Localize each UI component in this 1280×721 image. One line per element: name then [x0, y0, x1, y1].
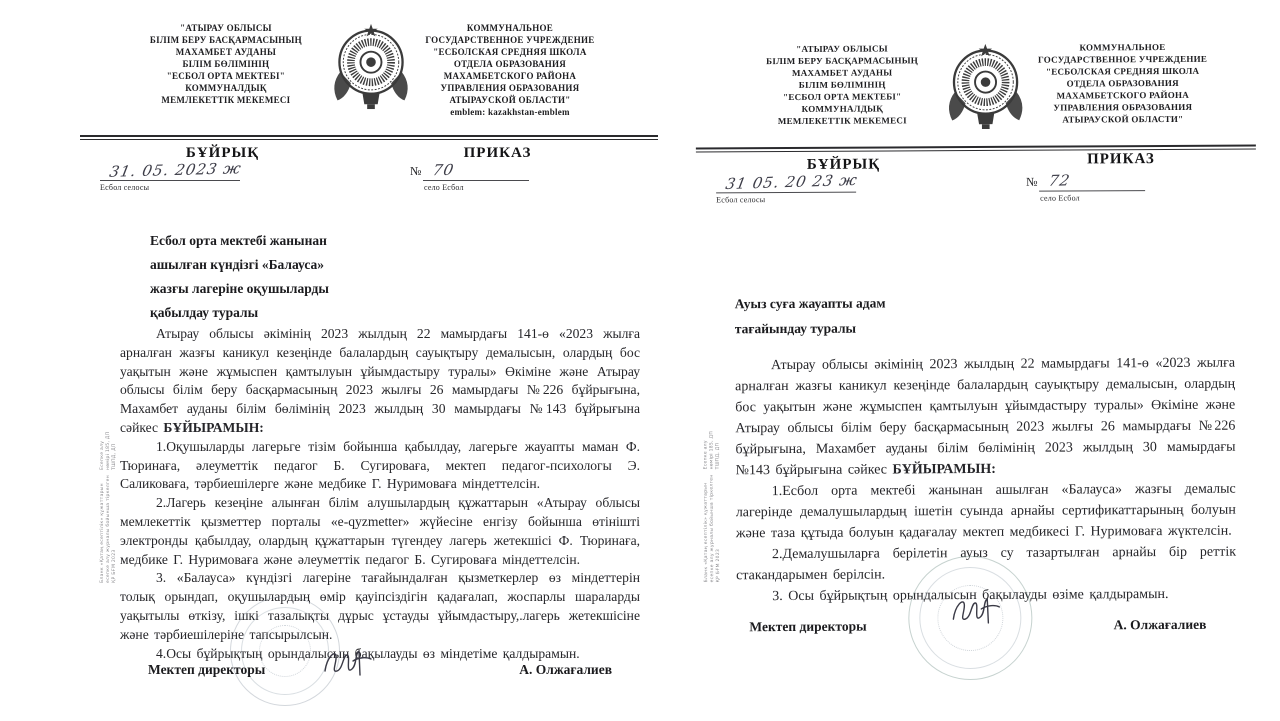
- order-body: [120, 325, 640, 663]
- org-name-line: МАХАМБЕТСКОГО РАЙОНА: [443, 71, 577, 81]
- signature-name: А. Олжағалиев: [1113, 616, 1207, 633]
- director-signature: [946, 592, 1008, 630]
- org-name-russian: [416, 22, 604, 118]
- signature-title: Мектеп директоры: [749, 618, 867, 635]
- org-name-line: БІЛІМ БЕРУ БАСҚАРМАСЫНЫҢ: [766, 55, 919, 67]
- body-paragraph: 3. Осы бұйрықтың орындалысын бақылауды өзіме қалдырамын.: [772, 587, 1169, 605]
- edge-microtext: [703, 424, 722, 582]
- org-name-line: МАХАМБЕТ АУДАНЫ: [175, 47, 277, 57]
- handwritten-date: 31. 05. 2023 ж: [107, 159, 244, 181]
- org-name-line: "АТЫРАУ ОБЛЫСЫ: [796, 43, 888, 54]
- org-name-line: ГОСУДАРСТВЕННОЕ УЧРЕЖДЕНИЕ: [425, 35, 595, 45]
- org-name-line: "ЕСБОЛ ОРТА МЕКТЕБІ": [166, 71, 286, 81]
- date-block: [100, 161, 250, 192]
- org-name-line: emblem: kazakhstan-emblem: [450, 107, 570, 117]
- place-label-kk: Есбол селосы: [716, 195, 766, 205]
- org-name-line: УПРАВЛЕНИЯ ОБРАЗОВАНИЯ: [1053, 101, 1193, 113]
- director-signature: [318, 644, 380, 682]
- subject-line: қабылдау туралы: [150, 305, 259, 320]
- org-name-line: МЕМЛЕКЕТТІК МЕКЕМЕСІ: [777, 115, 907, 127]
- org-name-line: БІЛІМ БӨЛІМІНІҢ: [182, 59, 270, 69]
- org-name-kazakh: [743, 42, 941, 127]
- microtext-line: Есепке алу нөмірі 185, ДП ТШПД, ДП: [100, 431, 117, 470]
- order-document-70: [80, 0, 658, 720]
- org-name-line: КОММУНАЛДЫҚ: [185, 83, 267, 93]
- header-divider: [80, 135, 658, 140]
- handwritten-number: 70: [431, 160, 457, 180]
- order-title-kk: БҰЙРЫҚ: [806, 156, 881, 173]
- org-name-line: МАХАМБЕТСКОГО РАЙОНА: [1056, 89, 1189, 101]
- org-name-line: "ЕСБОЛСКАЯ СРЕДНЯЯ ШКОЛА: [433, 47, 587, 57]
- org-name-line: КОММУНАЛЬНОЕ: [466, 23, 553, 33]
- letterhead: [126, 22, 604, 118]
- handwritten-date: 31 05. 20 23 ж: [724, 170, 860, 194]
- body-paragraph: Атырау облысы әкімінің 2023 жылдың 22 мамырдағы 141-ө «2023 жылға арналған жазғы каникул кезеңінде балалардың сауықтыру демалысын, олардың бос уақытын және жұмыспен қамтылуын ұйымдастыру туралы» Өкіміне және Атырау облысы білім беру басқармасының 2023 жылғы 26 мамырдағы №226 бұйрығына, Махамбет ауданы білім бөлімінің 2023 жылдың 30 мамырдағы №143 бұйрығына сәйкес БҰЙЫРАМЫН:: [735, 355, 1236, 479]
- body-paragraph: 1.Оқушыларды лагерьге тізім бойынша қабылдау, лагерьге жауапты маман Ф. Тюринаға, әлеуметтік педагог Б. Сугироваға, мектеп педагог-психологы Э. Саликоваға, тәрбиешілерге және медбике Г. Нуримоваға міндеттелсін.: [120, 438, 640, 492]
- org-name-line: КОММУНАЛДЫҚ: [801, 103, 884, 114]
- order-document-72: [695, 0, 1259, 721]
- microtext-line: Бланк «Қатаң есептілік» құжаттарын есепке алу журналы бойынша тіркелген ҚР БҒМ 2023: [703, 474, 722, 583]
- body-paragraph: Атырау облысы әкімінің 2023 жылдың 22 мамырдағы 141-ө «2023 жылға арналған жазғы каникул кезеңінде балалардың сауықтыру демалысын, олардың бос уақытын және жұмыспен қамтылуын ұйымдастыру туралы» Өкіміне және Атырау облысы білім беру басқармасының 2023 жылғы 26 мамырдағы №226 бұйрығына, Махамбет ауданы білім бөлімінің 2023 жылдың 30 мамырдағы №143 бұйрығына сәйкес БҰЙЫРАМЫН:: [120, 326, 640, 435]
- place-label-kk: Есбол селосы: [100, 183, 150, 192]
- subject-line: Ауыз суға жауапты адам: [734, 295, 886, 312]
- order-subject: [735, 289, 1257, 342]
- org-name-russian: [1030, 41, 1216, 126]
- org-name-line: "ЕСБОЛСКАЯ СРЕДНЯЯ ШКОЛА: [1045, 65, 1200, 77]
- body-paragraph: 2.Лагерь кезеңіне алынған білім алушылардың құжаттарын «Атырау облысы мемлекеттік қызметтер порталы «e-qyzmetter» жүйесіне енгізу бойынша өтінішті электронды қабылдау, олардың құжаттарын түгендеу лагерь жетекшісі Ф. Тюринаға, медбике Г. Нуримоваға және әлеуметтік педагог Б. Сугироваға міндеттелсін.: [120, 495, 640, 567]
- body-paragraph: 4.Осы бұйрықтың орындалысын бақылауды өз міндетіме қалдырамын.: [156, 645, 580, 661]
- microtext-line: Есепке алу нөмірі 185, ДП ТШПД, ДП: [703, 430, 721, 469]
- org-name-line: "ЕСБОЛ ОРТА МЕКТЕБІ": [783, 91, 902, 103]
- body-paragraph: 1.Есбол орта мектебі жанынан ашылған «Балауса» жазғы демалыс лагерінде демалушылардың ішетін суында арнайы сертификаттарының болуын және таза құтыда болуын қадағалау мектеп медбикесі Г. Нуримоваға жүктелсін.: [735, 481, 1236, 542]
- org-name-kazakh: [126, 22, 326, 106]
- signature-name: А. Олжағалиев: [519, 662, 612, 677]
- kazakhstan-emblem-icon: [941, 42, 1029, 130]
- order-title-ru: ПРИКАЗ: [1087, 151, 1155, 168]
- handwritten-number: 72: [1047, 171, 1073, 190]
- edge-microtext: [100, 425, 118, 583]
- subject-line: Есбол орта мектебі жанынан: [150, 233, 327, 248]
- order-title-kk: БҰЙРЫҚ: [185, 145, 260, 161]
- body-paragraph: 2.Демалушыларға берілетін ауыз су тазартылған арнайы бір реттік стакандарымен берілсін.: [736, 544, 1237, 584]
- number-sign: №: [1026, 174, 1038, 189]
- emblem-box: [326, 22, 416, 110]
- signature-title: Мектеп директоры: [148, 662, 266, 677]
- org-name-line: УПРАВЛЕНИЯ ОБРАЗОВАНИЯ: [440, 83, 580, 93]
- order-subject: [150, 229, 658, 325]
- date-block: [716, 170, 866, 205]
- subject-line: тағайындау туралы: [734, 320, 857, 337]
- org-name-line: АТЫРАУСКОЙ ОБЛАСТИ": [449, 95, 571, 105]
- order-title-ru: ПРИКАЗ: [463, 145, 532, 161]
- place-label-ru: село Есбол: [424, 183, 464, 192]
- org-name-line: КОММУНАЛЬНОЕ: [1079, 42, 1166, 53]
- org-name-line: МАХАМБЕТ АУДАНЫ: [791, 67, 893, 78]
- org-name-line: БІЛІМ БӨЛІМІНІҢ: [798, 79, 886, 90]
- microtext-line: Бланк «Қатаң есептілік» құжаттарын есепке алу журналы бойынша тіркелген ҚР БҒМ 2023: [100, 475, 117, 583]
- kazakhstan-emblem-icon: [327, 22, 415, 110]
- org-name-line: ОТДЕЛА ОБРАЗОВАНИЯ: [453, 59, 567, 69]
- subject-line: ашылған күндізгі «Балауса»: [150, 257, 325, 272]
- emblem-box: [941, 42, 1030, 130]
- place-label-ru: село Есбол: [1040, 193, 1080, 203]
- subject-line: жазғы лагеріне оқушыларды: [150, 281, 329, 296]
- org-name-line: ГОСУДАРСТВЕННОЕ УЧРЕЖДЕНИЕ: [1038, 53, 1208, 65]
- org-name-line: ОТДЕЛА ОБРАЗОВАНИЯ: [1066, 77, 1179, 89]
- number-block: [410, 161, 560, 192]
- number-sign: №: [410, 164, 422, 178]
- org-name-line: "АТЫРАУ ОБЛЫСЫ: [180, 23, 272, 33]
- org-name-line: АТЫРАУСКОЙ ОБЛАСТИ": [1062, 113, 1184, 125]
- org-name-line: МЕМЛЕКЕТТІК МЕКЕМЕСІ: [161, 95, 291, 105]
- number-block: [1026, 171, 1176, 203]
- org-name-line: БІЛІМ БЕРУ БАСҚАРМАСЫНЫҢ: [149, 35, 302, 45]
- letterhead: [743, 41, 1215, 131]
- body-paragraph: 3. «Балауса» күндізгі лагеріне тағайындалған қызметкерлер өз міндеттерін толық орындап, оқушылардың өмір қауіпсіздігін қадағалап, жоспарлы шараларды уақытылы өткізу, ішкі тазалықты дұрыс ұстауды ұйымдастыру,.лагерь жетекшісіне және тәрбиешілеріне тапсырылсын.: [120, 570, 640, 642]
